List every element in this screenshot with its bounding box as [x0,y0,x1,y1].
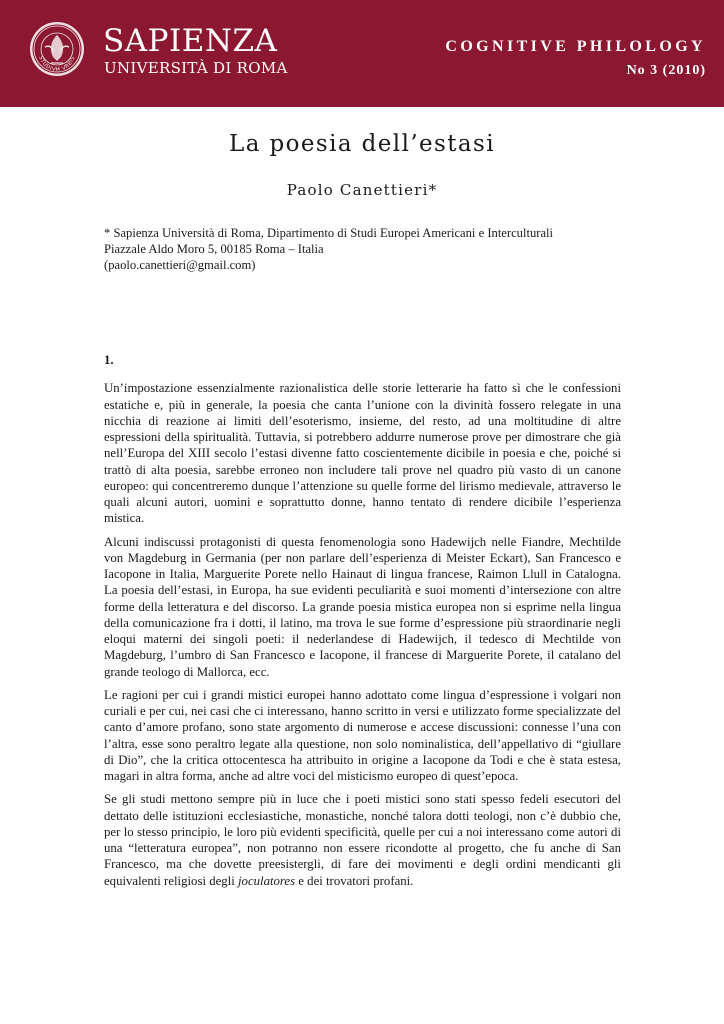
affiliation-address: Piazzale Aldo Moro 5, 00185 Roma – Italia [104,242,324,256]
paragraph: Un’impostazione essenzialmente razionalistica delle storie letterarie ha fatto sì che le confessioni estatiche e, più in generale, la poesia che canta l’unione con la divinità fossero relegate in una nicchia di reazione ai limiti dell’esoterismo, insieme, del resto, ad una moltitudine di altre espressioni della spiritualità. Tuttavia, si potrebbero addurre numerose prove per dimostrare che già nell’Europa del XIII secolo l’estasi divenne fatto coscientemente dicibile in poesia e che, poiché si trattò di alta poesia, sarebbe erroneo non includere tali prove nel quadro più vasto di un canone europeo: qui concentreremo dunque l’attenzione su quelle forme del lirismo medievale, attraverso le quali alcuni autori, uomini e soprattutto donne, hanno tentato di rendere dicibile l’esperienza mistica. [104,381,621,526]
university-name: SAPIENZA [103,23,278,59]
section-heading: 1. [104,353,114,367]
paragraph-text: Se gli studi mettono sempre più in luce che i poeti mistici sono stati spesso fedeli esecutori del dettato delle istituzioni ecclesiastiche, monastiche, nonché talora dotti teologi, non c’è dubbio che, per lo stesso principio, le loro più evidenti specificità, quelle per cui a noi interessano come autori di una “letteratura europea”, non potranno non essere ricondotte al progetto, che fu anche di San Francesco, ma che dovette preesistergli, di fare dei movimenti e degli ordini mendicanti gli equivalenti religiosi degli [104,792,621,888]
journal-name: COGNITIVE PHILOLOGY [445,38,706,55]
paragraph [104,791,621,889]
article-body [104,352,621,889]
seal-motto: STUDIVM VRBIS [37,55,77,74]
issue-number: No 3 (2010) [626,63,706,78]
article-author: Paolo Canettieri* [286,181,438,199]
affiliation-email: (paolo.canettieri@gmail.com) [104,258,256,272]
paragraph: Alcuni indiscussi protagonisti di questa fenomenologia sono Hadewijch nelle Fiandre, Mechtilde von Magdeburg in Germania (per non parlare dell’esperienza di Meister Eckart), San Francesco e Iacopone in Italia, Marguerite Porete nello Hainaut di lingua francese, Raimon Llull in Catalogna. La poesia dell’estasi, in Europa, ha sue evidenti peculiarità e suoi momenti d’intersezione con altre forme della letteratura e del discorso. La grande poesia mistica europea non si esprime nella lingua della comunicazione fra i dotti, il latino, ma trova le sue forme d’espressione più straordinarie negli eloqui materni dei singoli poeti: il nederlandese di Hadewijch, il tedesco di Mechtilde von Magdeburg, l’umbro di San Francesco e Iacopone, il francese di Marguerite Porete, il catalano del grande teologo di Mallorca, ecc. [104,534,621,679]
affiliation-line: * Sapienza Università di Roma, Dipartimento di Studi Europei Americani e Interculturali [104,226,554,240]
paragraph-text: e dei trovatori profani. [295,873,414,888]
university-subtitle: UNIVERSITÀ DI ROMA [104,59,288,77]
header-banner [0,0,724,107]
author-affiliation [104,225,624,273]
university-seal-icon [29,21,85,77]
paragraph: Le ragioni per cui i grandi mistici europei hanno adottato come lingua d’espressione i volgari non curiali e per cui, nei casi che ci interessano, hanno scritto in versi e utilizzato forme specializzate del canto d’amore profano, sono state argomento di numerose e accese discussioni: connesse l’una con l’altra, esse sono peraltro legate alla questione, non solo nominalistica, dell’appellativo di “giullare di Dio”, che la critica ottocentesca ha attribuito in origine a Iacopone da Todi e che è stata estesa, magari in altra forma, anche ad altre voci del misticismo europeo di quest’epoca. [104,687,621,783]
italic-term: joculatores [237,873,296,888]
article-title: La poesia dell’estasi [229,131,495,157]
